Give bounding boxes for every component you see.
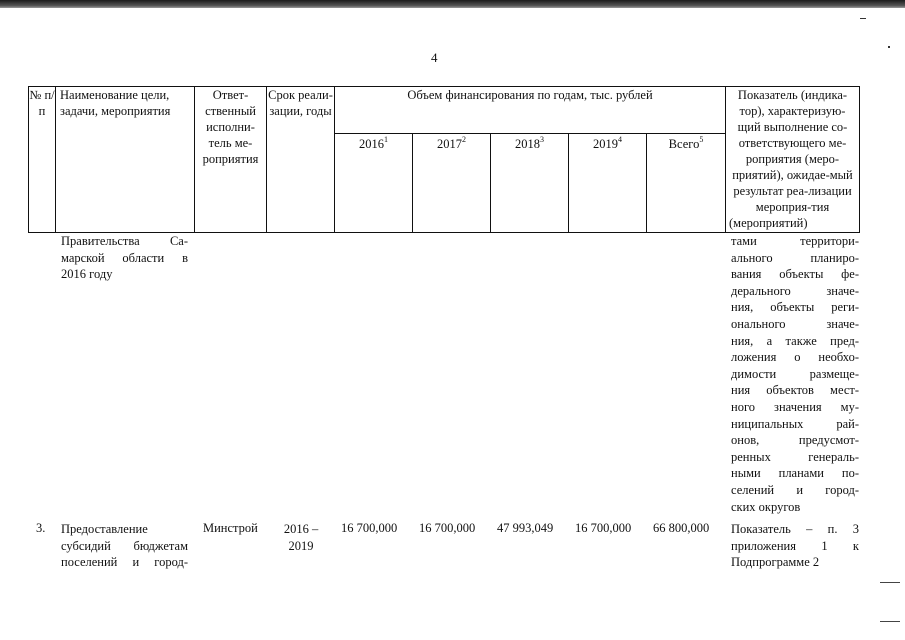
indicator-line: онального значе- — [731, 316, 859, 331]
indicator-line: ного значения му- — [731, 399, 859, 414]
header-num: № п/п — [29, 87, 56, 233]
continued-indicator-cell — [731, 233, 859, 515]
indicator-line: онов, предусмот- — [731, 433, 859, 448]
header-executor: Ответ-ственный исполни-тель ме-роприятия — [195, 87, 267, 233]
header-year-2017: 2017$^2$ — [413, 134, 491, 233]
header-indicator: Показатель (индика-тор), характеризую-щий выполнение со-ответствующего ме-роприятия (меро-приятий), ожидае-мый результат реа-лизации мероприя-тия (мероприятий) — [726, 87, 860, 233]
row3-value-total: 66 800,000 — [653, 521, 710, 535]
header-total: Всего$^5$ — [647, 134, 726, 233]
continued-name-line: 2016 году — [61, 267, 113, 282]
row3-indicator-line: Показатель – п. 3 — [731, 522, 859, 536]
row3-name-line: Предоставление — [61, 522, 148, 536]
row3-value-2016: 16 700,000 — [341, 521, 398, 535]
indicator-line: вания объекты фе- — [731, 267, 859, 282]
row3-indicator-line: приложения 1 к — [731, 538, 859, 553]
continued-name-line: Правительства Са- — [61, 234, 188, 248]
indicator-line: ального планиро- — [731, 250, 859, 265]
row3-executor: Минстрой — [203, 521, 258, 535]
table-header — [28, 86, 860, 233]
scan-dot — [888, 46, 890, 48]
header-period: Срок реали-зации, годы — [267, 87, 335, 233]
indicator-line: селений и город- — [731, 482, 859, 497]
indicator-line: димости размеще- — [731, 366, 859, 381]
header-name: Наименование цели, задачи, мероприятия — [56, 87, 195, 233]
header-funding-title: Объем финансирования по годам, тыс. рублей — [335, 87, 726, 134]
continued-name-line: марской области в — [61, 250, 188, 265]
indicator-line: тами территори- — [731, 234, 859, 248]
row3-name-line: субсидий бюджетам — [61, 538, 188, 553]
row3-period-line: 2016 – — [283, 522, 319, 536]
indicator-line: ными планами по- — [731, 466, 859, 481]
continued-name-cell — [61, 233, 188, 283]
row3-name-line: поселений и город- — [61, 555, 188, 570]
row3-period — [276, 521, 326, 554]
indicator-line: ния, объекты реги- — [731, 300, 859, 315]
indicator-line: ских округов — [731, 499, 801, 514]
indicator-line: ложения о необхо- — [731, 350, 859, 365]
header-year-2019: 2019$^4$ — [569, 134, 647, 233]
row3-value-2017: 16 700,000 — [419, 521, 476, 535]
scan-edge-mark — [880, 582, 900, 583]
header-year-2018: 2018$^3$ — [491, 134, 569, 233]
header-year-2016: 2016$^1$ — [335, 134, 413, 233]
indicator-line: ния, а также пред- — [731, 333, 859, 348]
page-number: 4 — [431, 50, 438, 65]
scan-mark — [860, 18, 866, 19]
row3-indicator-cell — [731, 521, 859, 571]
scan-top-edge — [0, 0, 905, 8]
row3-number: 3. — [36, 521, 46, 535]
row3-indicator-line: Подпрограмме 2 — [731, 555, 820, 570]
indicator-line: ренных генераль- — [731, 449, 859, 464]
indicator-line: ния объектов мест- — [731, 383, 859, 398]
scan-edge-mark — [880, 621, 900, 622]
row3-name-cell — [61, 521, 188, 571]
row3-value-2018: 47 993,049 — [497, 521, 554, 535]
indicator-line: дерального значе- — [731, 283, 859, 298]
row3-value-2019: 16 700,000 — [575, 521, 632, 535]
row3-period-line: 2019 — [288, 538, 314, 553]
indicator-line: ниципальных рай- — [731, 416, 859, 431]
